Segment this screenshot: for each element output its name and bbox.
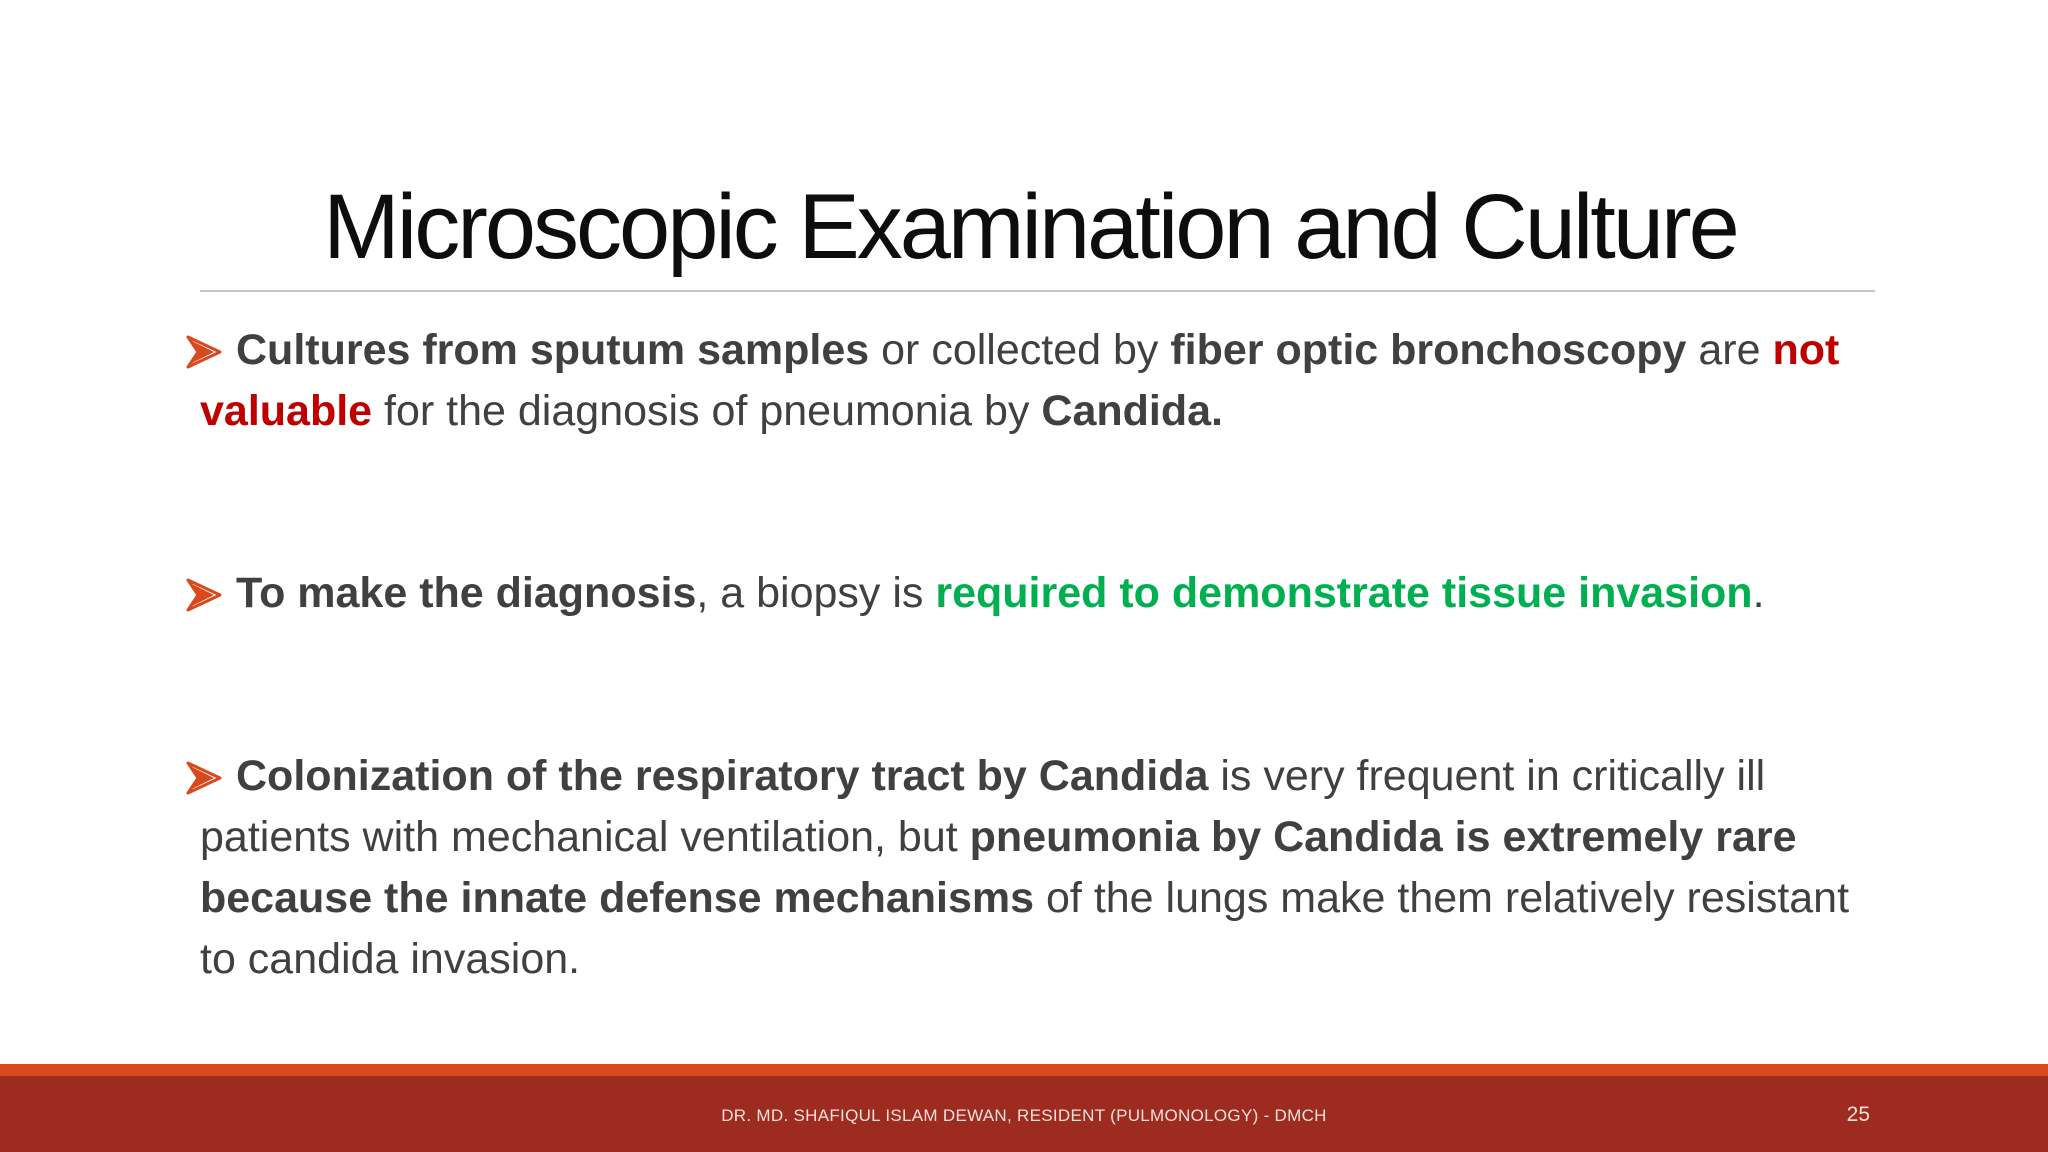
bullet-emphasis: fiber optic bronchoscopy [1170, 326, 1687, 374]
bullet-plain: are [1686, 326, 1773, 374]
slide-body [188, 320, 1868, 983]
slide-title: Microscopic Examination and Culture [323, 176, 1737, 278]
bullet-emphasis: Cultures from sputum samples [236, 326, 870, 374]
bullet-emphasis: To make the diagnosis [236, 569, 697, 617]
bullet-emphasis: Candida. [1041, 387, 1223, 435]
arrow-bullet-icon [186, 761, 222, 795]
bullet-plain: for the diagnosis of pneumonia by [372, 387, 1042, 435]
bullet-text [200, 563, 1868, 624]
bullet-plain: . [1752, 569, 1765, 617]
title-divider [200, 290, 1875, 292]
footer-author: DR. MD. SHAFIQUL ISLAM DEWAN, RESIDENT (PULMONOLOGY) - DMCH [721, 1106, 1327, 1125]
page-number: 25 [1846, 1103, 1870, 1126]
bullet-plain: is very frequent in critically ill patients with mechanical ventilation, but [200, 752, 1766, 861]
bullet-plain: , a biopsy is [696, 569, 936, 617]
bullet-emphasis-red: not valuable [200, 326, 1840, 435]
bullet-item-diagnosis [188, 563, 1868, 624]
bullet-text [200, 746, 1868, 990]
bullet-item-cultures [188, 320, 1868, 442]
arrow-bullet-icon [186, 335, 222, 369]
bullet-plain: of the lungs make them relatively resistant to candida invasion. [200, 874, 1850, 983]
bullet-item-colonization [188, 746, 1868, 990]
bullet-emphasis: pneumonia by Candida is extremely rare because the innate defense mechanisms [200, 813, 1797, 922]
footer-accent-band [0, 1064, 2048, 1076]
bullet-text [200, 320, 1868, 442]
bullet-emphasis-green: required to demonstrate tissue invasion [935, 569, 1753, 617]
bullet-emphasis: Colonization of the respiratory tract by Candida [236, 752, 1209, 800]
bullet-plain: or collected by [869, 326, 1171, 374]
arrow-bullet-icon [186, 578, 222, 612]
